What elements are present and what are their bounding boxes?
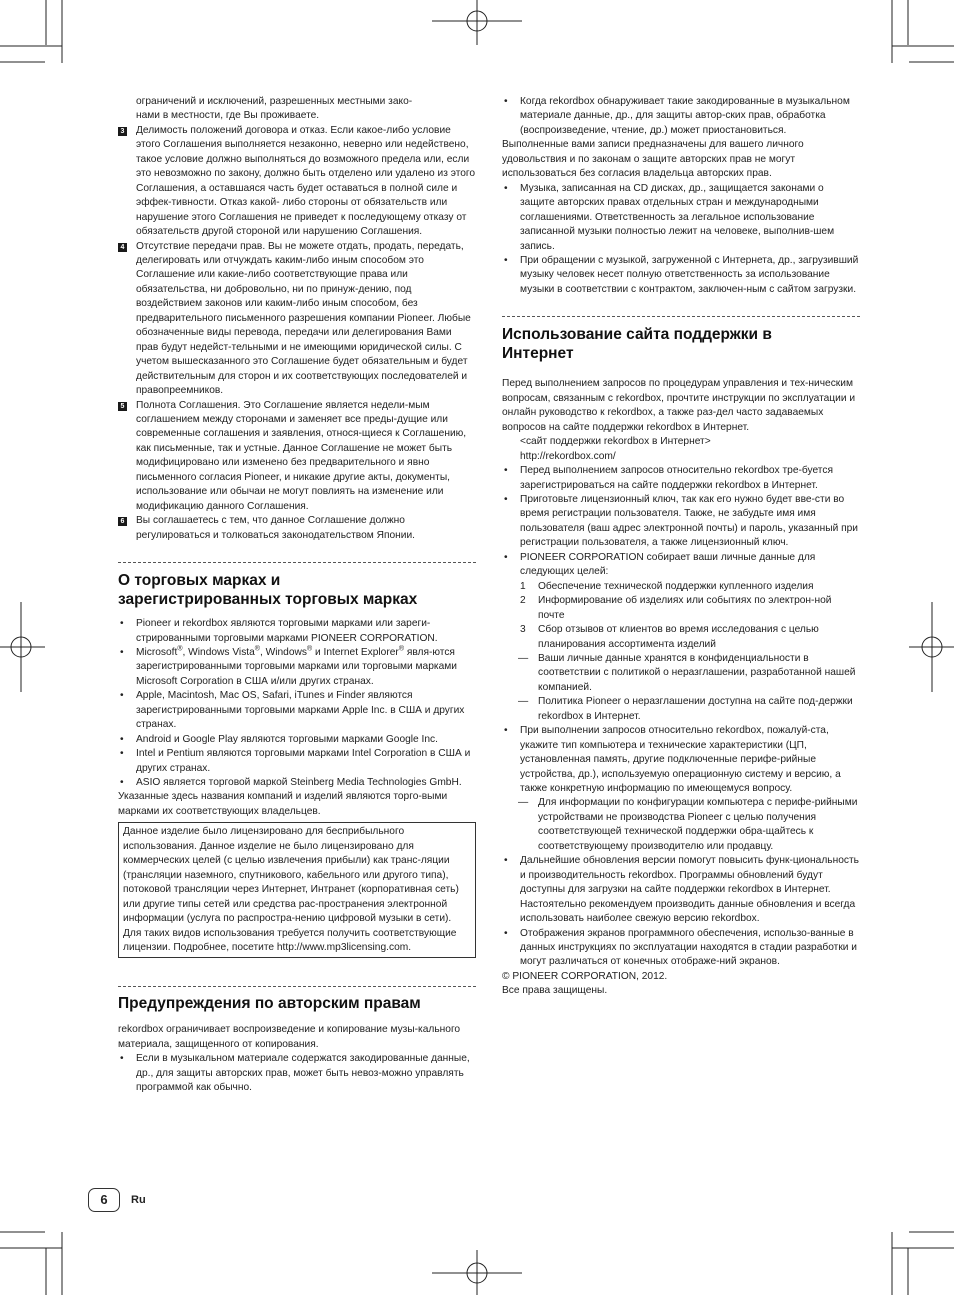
- list-item: • Музыка, записанная на CD дисках, др., защищается законами о защите авторских правах отдельных стран и международными соглашениями. Ответственность за легальное использование записанной музыки полностью лежит на человеке, выполнив-шем запись.: [502, 182, 860, 254]
- section-divider: [502, 316, 860, 317]
- purpose-item: 1 Обеспечение технической поддержки купленного изделия: [520, 580, 814, 592]
- support-heading: Использование сайта поддержки в Интернет: [502, 326, 772, 363]
- records-paragraph: Выполненные вами записи предназначены для вашего личного удовольствия и по законам о защите авторских прав не могут использоваться без согласия владельца авторских прав.: [502, 139, 804, 180]
- clause-text: Полнота Соглашения. Это Соглашение является недели-мым соглашением между сторонами и заменяет все преды-дущие или современные соглашения и заявления, относя-щиеся к Соглашению, как письменные, так и устные. Данное Соглашение не может быть модифицировано или изменено без предварительного и явно письменного согласия Pioneer, и никакие другие акты, документы, использование или обычаи не могут повлиять на изменение или модификацию данного Соглашения.: [136, 399, 467, 512]
- left-column: [118, 95, 476, 1096]
- copyright-heading: Предупреждения по авторским правам: [118, 995, 421, 1013]
- support-list-3: [502, 854, 860, 970]
- clause-number: 4: [118, 243, 127, 252]
- list-item: • Когда rekordbox обнаруживает такие закодированные в музыкальном материале данные, др., для защиты автор-ских прав, обработка (воспроизведение, чтение, др.) может приостановиться.: [502, 95, 860, 138]
- purpose-item: 2 Информирование об изделиях или событиях по электрон-ной почте: [520, 595, 832, 621]
- language-code: Ru: [131, 1194, 146, 1206]
- list-item: • Apple, Macintosh, Mac OS, Safari, iTunes и Finder являются зарегистрированными торговыми марками Apple Inc. в США и других странах.: [118, 689, 476, 732]
- list-item: • Перед выполнением запросов относительно rekordbox тре-буется зарегистрироваться на сайте поддержки rekordbox в Интернет.: [502, 464, 860, 493]
- section-divider: [118, 562, 476, 563]
- list-item: • Приготовьте лицензионный ключ, так как его нужно будет вве-сти во время регистрации пользователя. Также, не забудьте имя имя пользователя (ваш адрес электронной почты) и пароль, указанный при регистрации пользователя, а также лицензионный ключ.: [502, 493, 860, 551]
- list-item: • Если в музыкальном материале содержатся закодированные данные, др., для защиты авторских прав, может быть невоз-можно управлять программой как обычно.: [118, 1052, 476, 1095]
- page-number: 6: [88, 1188, 120, 1212]
- list-item: • При обращении с музыкой, загруженной с Интернета, др., загрузивший музыку человек несет полную ответственность за использование музыки в соответствии с контрактом, заключен-ным с сайтом загрузки.: [502, 254, 860, 297]
- support-site-url[interactable]: http://rekordbox.com/: [520, 450, 616, 462]
- copyright-list-cont: [502, 95, 860, 138]
- purpose-item: 3 Сбор отзывов от клиентов во время исследования с целью планирования ассортимента изделий: [520, 624, 819, 650]
- numbered-clause: [118, 514, 476, 543]
- list-item: • Android и Google Play являются торговыми марками Google Inc.: [118, 733, 476, 747]
- numbered-clause: [118, 240, 476, 399]
- copyright-list: [118, 1052, 476, 1095]
- intro-text: ограничений и исключений, разрешенных местными зако- нами в местности, где Вы проживаете.: [136, 96, 413, 122]
- support-list: [502, 464, 860, 580]
- dash-note: — Для информации по конфигурации компьютера с перифе-рийными устройствами не производства Pioneer с целью получения соответствующей технической поддержки обра-щайтесь к соответствующему производителю или продавцу.: [518, 797, 858, 852]
- list-item: • Pioneer и rekordbox являются торговыми марками или зареги-стрированными торговыми марками PIONEER CORPORATION.: [118, 617, 476, 646]
- list-item: • Intel и Pentium являются торговыми марками Intel Corporation в США и других странах.: [118, 747, 476, 776]
- trademarks-list: [118, 617, 476, 790]
- support-site-label: <сайт поддержки rekordbox в Интернет>: [520, 436, 711, 448]
- records-list: [502, 182, 860, 298]
- clause-text: Отсутствие передачи прав. Вы не можете отдать, продать, передать, делегировать или отчуждать каким-либо иным способом это Соглашение или какие-либо соответствующие права или обязательства, ни добровольно, ни по принуж-дению, под воздействием законов или каким-либо иным способом, без предварительного письменного разрешения компании Pioneer. Любые обозначенные виды перевода, передачи или делегирования Вами прав будут недейст-тельными и не имеющими юридической силы. С учетом вышесказанного это Соглашение будет обязательным и будет действительным для сторон и их соответствующих последователей и правопреемников.: [136, 240, 471, 397]
- list-item: • При выполнении запросов относительно rekordbox, пожалуй-ста, укажите тип компьютера и технические характеристики (ЦП, установленная память, другие подключенные перифе-рийные устройства, др.), используемую операционную систему и версию, а также конкретную информацию по имеющемуся вопросу.: [502, 724, 860, 796]
- list-item: • Microsoft®, Windows Vista®, Windows® и Internet Explorer® явля-ются зарегистрированными торговыми марками или торговыми марками Microsoft Corporation в США и/или других странах.: [118, 646, 476, 689]
- numbered-clause: [118, 124, 476, 240]
- license-notice-box: Данное изделие было лицензировано для бесприбыльного использования. Данное изделие не было лицензировано для коммерческих целей (с целью извлечения прибыли) как транс-ляции (трансляции наземного, спутникового, кабельного или другого типа), потоковой трансляции через Интернет, Интранет (корпоративная сеть) или другие типы сетей или средства рас-пространения электронной информации (услуга по распростра-нению цифровой музыки в сети). Для таких видов использования требуется получить соответствующие лицензии. Подробнее, посетите http://www.mp3licensing.com.: [118, 822, 476, 958]
- dash-note: — Политика Pioneer о неразглашении доступна на сайте под-держки rekordbox в Интернет.: [518, 696, 853, 722]
- clause-text: Вы соглашаетесь с тем, что данное Соглашение должно регулироваться и толковаться законодательством Японии.: [136, 515, 415, 541]
- trademarks-heading: О торговых марках и зарегистрированных торговых марках: [118, 572, 418, 609]
- support-list-2: [502, 724, 860, 796]
- clause-number: 3: [118, 127, 127, 136]
- copyright-line: © PIONEER CORPORATION, 2012.: [502, 970, 668, 982]
- list-item: • PIONEER CORPORATION собирает ваши личные данные для следующих целей:: [502, 551, 860, 580]
- numbered-clause: [118, 399, 476, 515]
- dash-note: — Ваши личные данные хранятся в конфиденциальности в соответствии с политикой о неразглашении, разработанной нашей компанией.: [518, 652, 856, 693]
- rights-line: Все права защищены.: [502, 985, 608, 997]
- right-column: [502, 95, 860, 999]
- trademarks-note: Указанные здесь названия компаний и изделий являются торго-выми марками их соответствующих владельцев.: [118, 791, 448, 817]
- section-divider: [118, 986, 476, 987]
- list-item: • ASIO является торговой маркой Steinberg Media Technologies GmbH.: [118, 776, 476, 790]
- list-item: • Дальнейшие обновления версии помогут повысить функ-циональность и производительность rekordbox. Программы обновлений будут доступны для загрузки на сайте поддержки rekordbox в Интернет. Настоятельно рекомендуем производить данные обновления и всегда использовать наиболее свежую версию rekordbox.: [502, 854, 860, 926]
- clause-text: Делимость положений договора и отказ. Если какое-либо условие этого Соглашения выполняется незаконно, неверно или недействено, такое условие должно выполняться до возможного предела или, если это невозможно по закону, должно быть отделено или удалено из этого Соглашения, а оставшаяся часть будет оставаться в полной силе и эффек-тивности. Отказ какой- либо стороны от обязательств или нарушение этого Соглашения не приведет к последующему отказу от обязательств другой стороной или нарушению Соглашения.: [136, 124, 476, 238]
- clause-number: 6: [118, 517, 127, 526]
- copyright-intro: rekordbox ограничивает воспроизведение и копирование музы-кального материала, защищенного от копирования.: [118, 1024, 461, 1050]
- list-item: • Отображения экранов программного обеспечения, использо-ванные в данных инструкциях по эксплуатации находятся в стадии разработки и могут различаться от конечных отображе-ний экранов.: [502, 927, 860, 970]
- support-intro: Перед выполнением запросов по процедурам управления и тех-ническим вопросам, связанным с rekordbox, прочтите инструкции по эксплуатации и онлайн руководство к rekordbox, а также раз-дел часто задаваемых вопросов на сайте поддержки rekordbox в Интернет.: [502, 378, 856, 433]
- clause-number: 5: [118, 402, 127, 411]
